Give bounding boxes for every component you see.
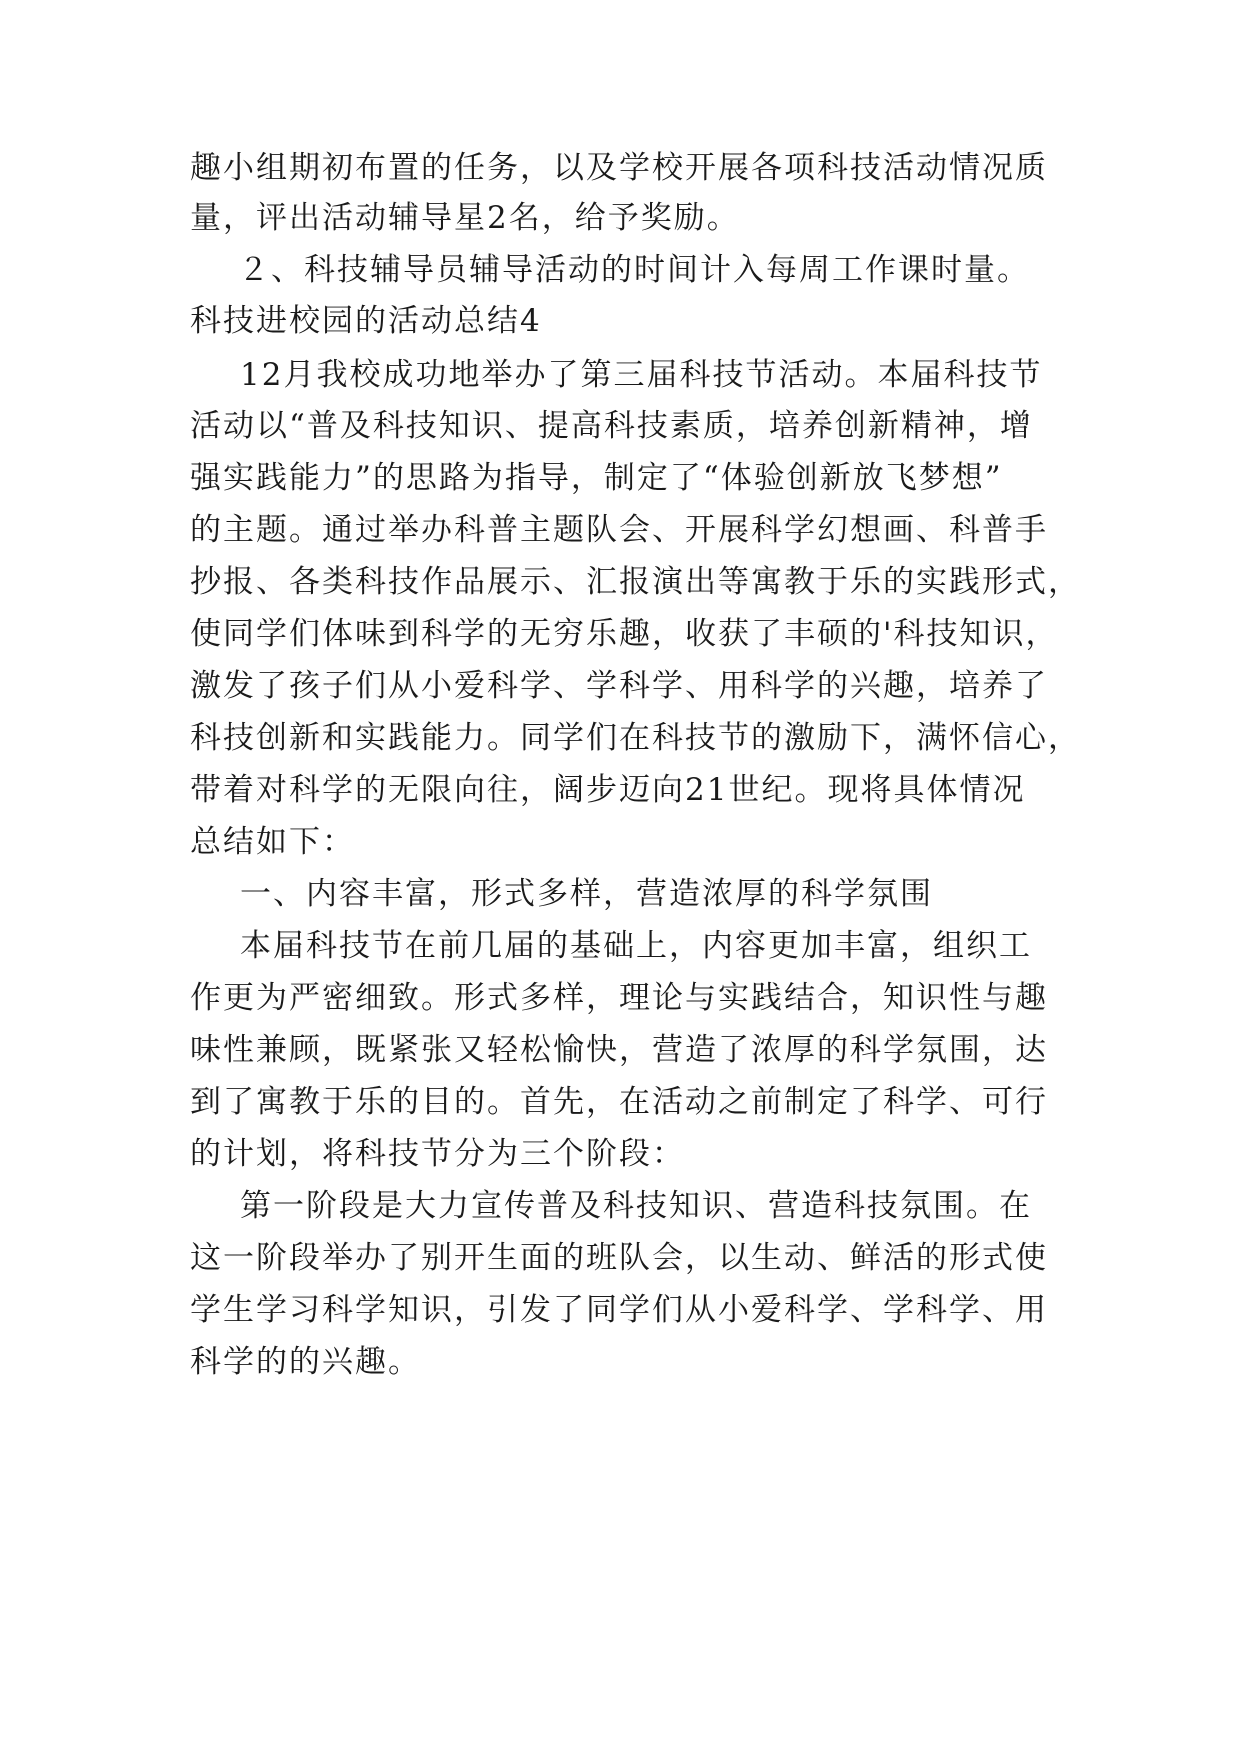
section-heading: 科技进校园的活动总结4 [190, 303, 542, 339]
list-item-2: ２、科技辅导员辅导活动的时间计入每周工作课时量。 [238, 252, 1030, 288]
text-line: 的计划，将科技节分为三个阶段： [190, 1136, 685, 1172]
text-line: 本届科技节在前几届的基础上，内容更加丰富，组织工 [240, 928, 1032, 964]
text-line: 使同学们体味到科学的无穷乐趣，收获了丰硕的'科技知识， [190, 616, 1059, 652]
text-line: 趣小组期初布置的任务，以及学校开展各项科技活动情况质 [190, 150, 1048, 186]
text-line: 第一阶段是大力宣传普及科技知识、营造科技氛围。在 [240, 1188, 1032, 1224]
text-line: 活动以“普及科技知识、提高科技素质，培养创新精神，增 [190, 408, 1033, 444]
subsection-heading: 一、内容丰富，形式多样，营造浓厚的科学氛围 [240, 876, 933, 912]
text-line: 科学的的兴趣。 [190, 1344, 421, 1380]
text-line: 的主题。通过举办科普主题队会、开展科学幻想画、科普手 [190, 512, 1048, 548]
text-line: 量，评出活动辅导星2名，给予奖励。 [190, 200, 740, 236]
text-line: 带着对科学的无限向往，阔步迈向21世纪。现将具体情况 [190, 772, 1026, 808]
text-line: 这一阶段举办了别开生面的班队会，以生动、鲜活的形式使 [190, 1240, 1048, 1276]
text-line: 总结如下： [190, 824, 355, 860]
text-line: 抄报、各类科技作品展示、汇报演出等寓教于乐的实践形式， [190, 564, 1081, 600]
text-line: 味性兼顾，既紧张又轻松愉快，营造了浓厚的科学氛围，达 [190, 1032, 1048, 1068]
text-line: 激发了孩子们从小爱科学、学科学、用科学的兴趣，培养了 [190, 668, 1048, 704]
text-line: 到了寓教于乐的目的。首先，在活动之前制定了科学、可行 [190, 1084, 1048, 1120]
text-line: 12月我校成功地举办了第三届科技节活动。本届科技节 [240, 357, 1043, 393]
text-line: 学生学习科学知识，引发了同学们从小爱科学、学科学、用 [190, 1292, 1048, 1328]
text-line: 作更为严密细致。形式多样，理论与实践结合，知识性与趣 [190, 980, 1048, 1016]
text-line: 科技创新和实践能力。同学们在科技节的激励下，满怀信心， [190, 720, 1081, 756]
text-line: 强实践能力”的思路为指导，制定了“体验创新放飞梦想” [190, 460, 1003, 496]
